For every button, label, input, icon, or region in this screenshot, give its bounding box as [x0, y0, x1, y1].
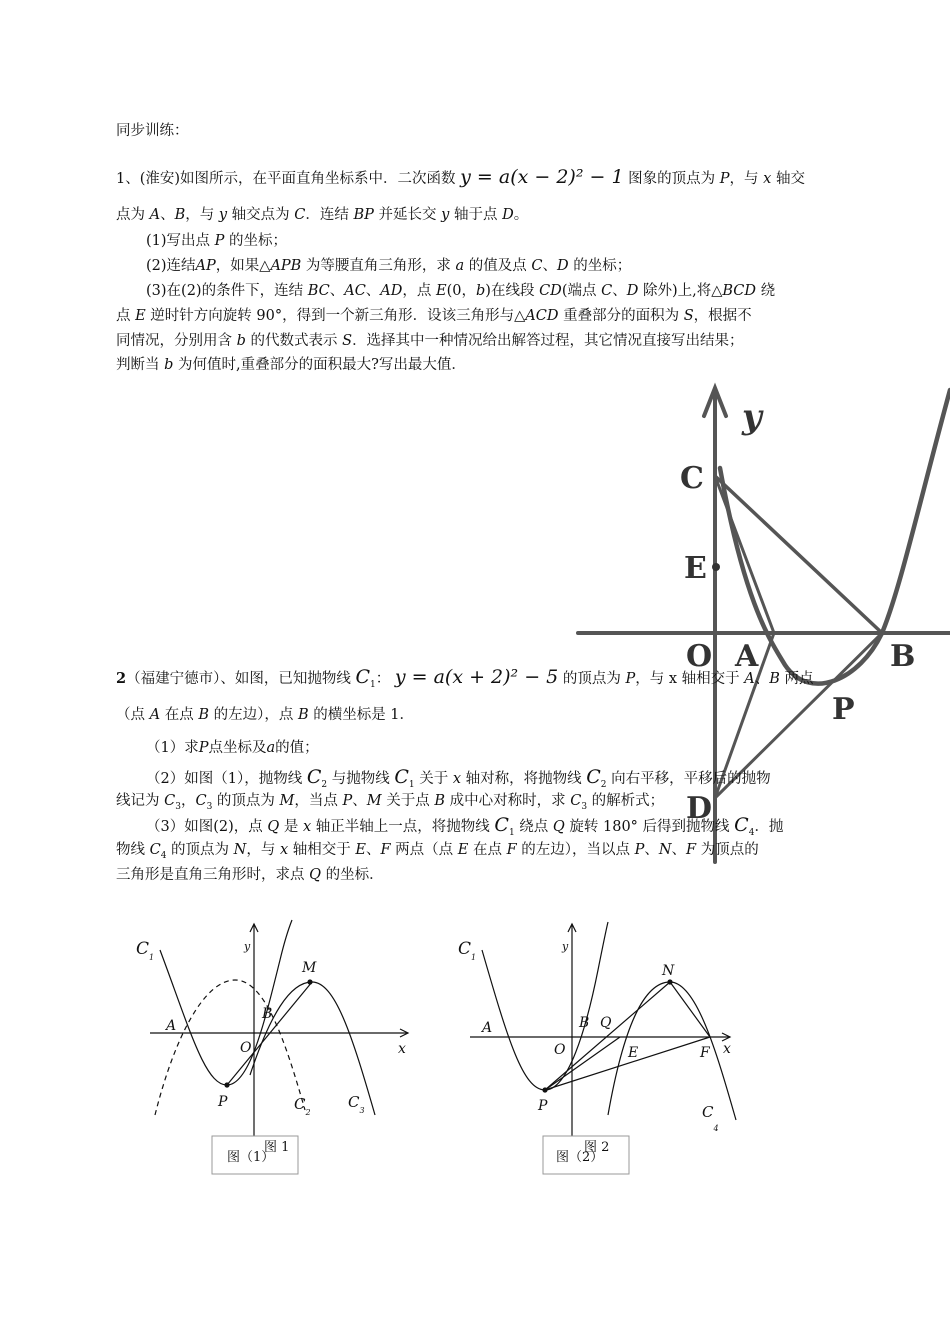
parabola-C1: [160, 920, 292, 1085]
label-y: y: [562, 940, 569, 953]
label-x: x: [398, 1041, 406, 1057]
formula-2: y = a(x + 2)² − 5: [394, 666, 559, 688]
section-heading: 同步训练：: [116, 123, 189, 139]
label-A: A: [166, 1018, 177, 1034]
label-A: A: [482, 1020, 493, 1036]
problem-2-q2-line-2: 线记为 $C_3$，$C_3$ 的顶点为 M，当点 P、M 关于点 B 成中心对称时，求 $C_3$ 的解析式；: [116, 793, 665, 812]
label-D: D: [686, 791, 713, 826]
point-P: [224, 1082, 229, 1087]
label-B: B: [890, 639, 916, 674]
label-E: E: [684, 551, 707, 586]
label-Q: Q: [600, 1015, 612, 1031]
point-N: [667, 979, 672, 984]
label-N: N: [662, 963, 675, 979]
problem-1-q3-line-2: 点 E 逆时针方向旋转 90°，得到一个新三角形．设该三角形与△ACD 重叠部分的面积为 S，根据不: [116, 308, 752, 324]
problem-1-q3-line-1: (3)在(2)的条件下，连结 BC、AC、AD，点 E(0，b)在线段 CD(端点 C、D 除外)上,将△BCD 绕: [146, 283, 776, 299]
problem-1-line-2: 点为 A、B，与 y 轴交点为 C．连结 BP 并延长交 y 轴于点 D。: [116, 207, 529, 223]
segment-NF: [670, 982, 710, 1037]
problem-2-q3-line-3: 三角形是直角三角形时，求点 Q 的坐标．: [116, 867, 384, 883]
problem-2-q1: （1）求P点坐标及a的值；: [146, 740, 319, 756]
point-M: [307, 979, 312, 984]
label-O: O: [554, 1042, 566, 1058]
caption-fig1-b: 图（1）: [227, 1150, 275, 1165]
label-y: y: [244, 940, 251, 953]
problem-2-line-2: （点 A 在点 B 的左边），点 B 的横坐标是 1．: [116, 707, 415, 723]
label-x: x: [723, 1041, 731, 1057]
label-C1: $C_1$: [458, 939, 477, 962]
label-C1: $C_1$: [136, 939, 155, 962]
problem-1-line-1: 1、(淮安)如图所示，在平面直角坐标系中．二次函数 y = a(x − 2)² − 1 图象的顶点为 P，与 x 轴交: [116, 166, 805, 188]
problem-2-q3-line-2: 物线 $C_4$ 的顶点为 N，与 x 轴相交于 E、F 两点（点 E 在点 F 的左边），当以点 P、N、F 为顶点的: [116, 842, 759, 861]
label-C4: $C_4$: [702, 1103, 719, 1133]
label-B: B: [262, 1006, 273, 1022]
problem-2-q3-line-1: （3）如图(2)，点 Q 是 x 轴正半轴上一点，将抛物线 $C_1$ 绕点 Q 旋转 180° 后得到抛物线 $C_4$．抛: [146, 814, 784, 838]
label-P: P: [832, 692, 855, 727]
parabola-C1: [482, 922, 608, 1090]
label-B: B: [579, 1015, 590, 1031]
problem-2-line-1: 2（福建宁德市）、如图，已知抛物线 $C_1$： y = a(x + 2)² − 5 的顶点为 P，与 x 轴相交于 A、B 两点: [116, 666, 814, 690]
problem-2-q2-line-1: （2）如图（1），抛物线 $C_2$ 与抛物线 $C_1$ 关于 x 轴对称，将抛物线 $C_2$ 向右平移，平移后的抛物: [146, 766, 771, 790]
caption-fig2-a: 图 2: [584, 1140, 610, 1155]
label-O: O: [240, 1040, 252, 1056]
label-O: O: [686, 639, 713, 674]
figure-2-2: [448, 920, 748, 1180]
point-E: [712, 563, 720, 571]
segment-PN: [545, 982, 670, 1090]
label-A: A: [735, 639, 759, 674]
label-C2: $C_2$: [294, 1095, 311, 1117]
figure-2-1: [130, 920, 420, 1180]
point-P: [542, 1087, 547, 1092]
parabola-C2: [155, 980, 305, 1115]
label-y: y: [742, 397, 762, 437]
problem-1-q1: (1)写出点 P 的坐标；: [146, 233, 288, 249]
label-C: C: [680, 461, 704, 496]
label-F: F: [700, 1045, 710, 1061]
caption-fig1-a: 图 1: [264, 1140, 290, 1155]
caption-fig2-b: 图（2）: [556, 1150, 604, 1165]
formula-1: y = a(x − 2)² − 1: [460, 166, 624, 188]
label-C3: $C_3$: [348, 1093, 365, 1115]
problem-1-q3-line-4: 判断当 b 为何值时,重叠部分的面积最大?写出最大值．: [116, 357, 466, 373]
label-P: P: [218, 1094, 228, 1110]
problem-1-q2: (2)连结AP，如果△APB 为等腰直角三角形，求 a 的值及点 C、D 的坐标；: [146, 258, 632, 274]
label-P: P: [538, 1098, 548, 1114]
label-E: E: [628, 1045, 639, 1061]
label-M: M: [302, 960, 317, 976]
problem-1-q3-line-3: 同情况，分别用含 b 的代数式表示 S．选择其中一种情况给出解答过程，其它情况直接写出结果；: [116, 333, 744, 349]
